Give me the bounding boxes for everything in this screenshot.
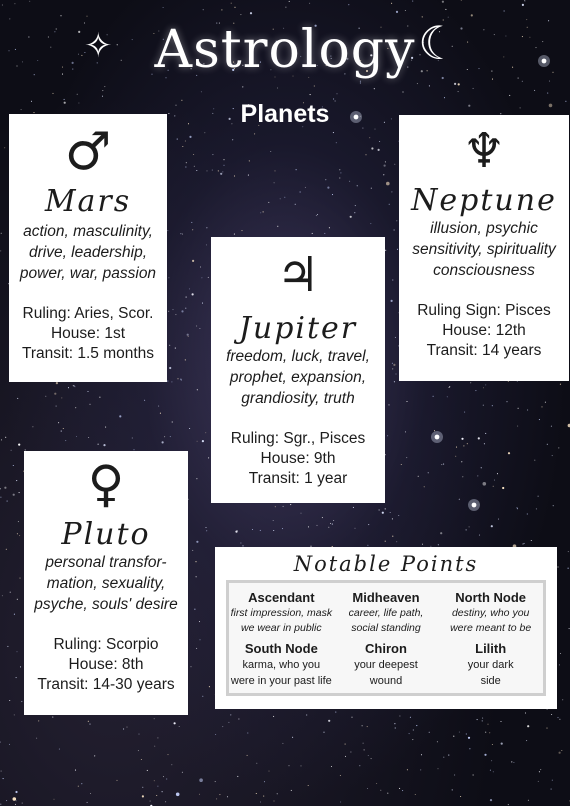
notable-point-chiron: Chiron your deepest wound [354,641,418,687]
notable-point-ascendant: Ascendant first impression, mask we wear in public [230,590,333,634]
notable-points-card [215,547,557,709]
jupiter-info: Ruling: Sgr., Pisces House: 9th Transit: 1 year [230,430,366,487]
jupiter-name: Jupiter [238,311,358,346]
pluto-description: personal transfor- mation, sexuality, psyche, souls' desire [34,554,178,613]
pluto-info: Ruling: Scorpio House: 8th Transit: 14-30 years [37,636,175,693]
neptune-symbol-icon: ♆ [462,123,506,179]
notable-point-south-node: South Node karma, who you were in your past life [230,641,332,687]
jupiter-symbol-icon: ♃ [276,247,320,303]
sparkle-icon: ✧ [84,26,113,66]
neptune-info: Ruling Sign: Pisces House: 12th Transit: 14 years [417,302,551,359]
jupiter-description: freedom, luck, travel, prophet, expansion, grandiosity, truth [226,348,370,407]
notable-point-midheaven: Midheaven career, life path, social standing [348,590,424,634]
mars-info: Ruling: Aries, Scor. House: 1st Transit: 1.5 months [21,305,155,362]
neptune-card [399,115,569,381]
notable-points-grid [226,580,546,696]
mars-description: action, masculinity, drive, leadership, power, war, passion [19,223,157,282]
crescent-moon-icon: ☾ [418,16,460,70]
neptune-name: Neptune [411,183,557,218]
jupiter-card [211,237,385,503]
notable-point-north-node: North Node destiny, who you were meant to be [450,590,532,634]
page-title: Astrology [154,20,416,80]
mars-card [9,114,167,382]
mars-symbol-icon: ♂ [64,122,112,182]
pluto-name: Pluto [61,517,151,552]
mars-name: Mars [44,184,132,219]
page-subtitle: Planets [240,100,330,128]
neptune-description: illusion, psychic sensitivity, spirituality consciousness [412,220,556,279]
notable-points-title: Notable Points [293,552,479,576]
notable-point-lilith: Lilith your dark side [467,641,514,687]
pluto-symbol-icon: ♀ [87,455,125,513]
pluto-card [24,451,188,715]
